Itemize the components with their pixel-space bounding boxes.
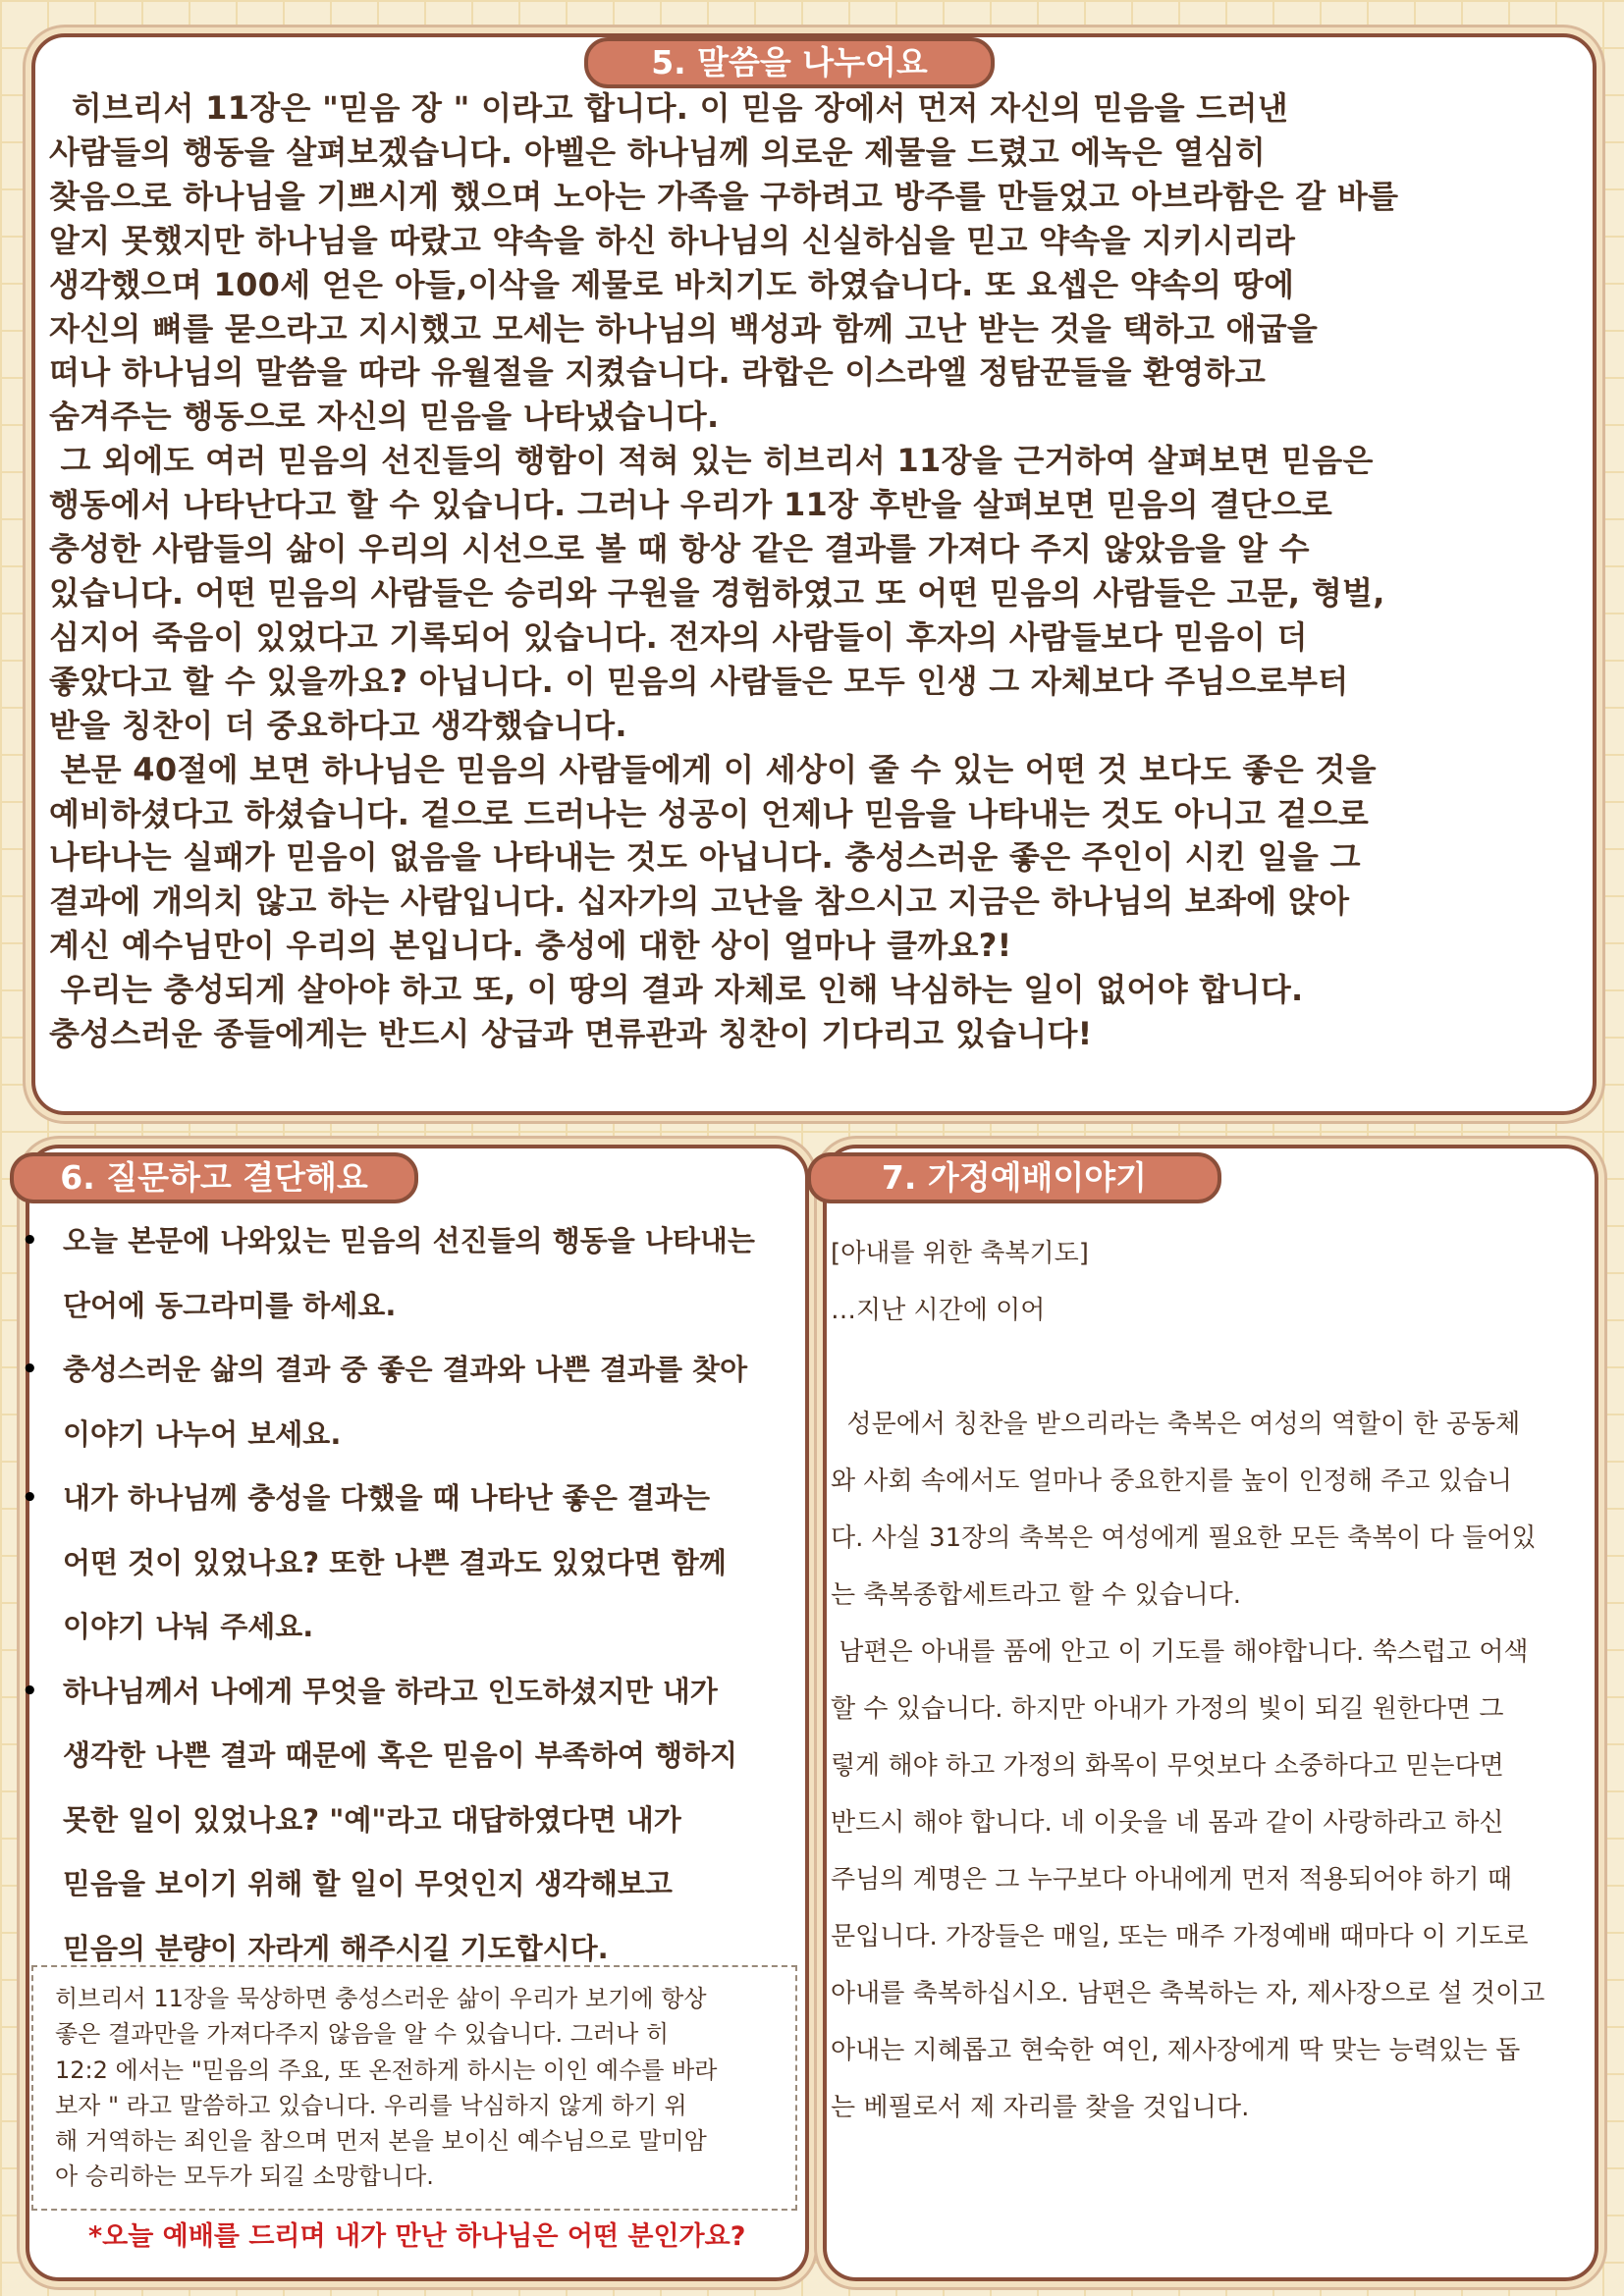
family-line: 는 베필로서 제 자리를 찾을 것입니다. — [831, 2093, 1250, 2122]
family-line: 아내는 지혜롭고 현숙한 여인, 제사장에게 딱 맞는 능력있는 돕 — [831, 2036, 1521, 2065]
meditation-line: 좋은 결과만을 가져다주지 않음을 알 수 있습니다. 그러나 히 — [55, 2020, 670, 2049]
meditation-line: 보자 " 라고 말씀하고 있습니다. 우리를 낙심하지 않게 하기 위 — [55, 2091, 687, 2119]
question-line: 단어에 동그라미를 하세요. — [63, 1288, 397, 1322]
sermon-line: 심지어 죽음이 있었다고 기록되어 있습니다. 전자의 사람들이 후자의 사람들보다 믿음이 더 — [49, 617, 1308, 656]
question-line: 생각한 나쁜 결과 때문에 혹은 믿음이 부족하여 행하지 — [63, 1738, 737, 1772]
family-line: 렇게 해야 하고 가정의 화목이 무엇보다 소중하다고 믿는다면 — [831, 1751, 1504, 1781]
family-line: 성문에서 칭찬을 받으리라는 축복은 여성의 역할이 한 공동체 — [831, 1410, 1521, 1439]
sermon-line: 알지 못했지만 하나님을 따랐고 약속을 하신 하나님의 신실하심을 믿고 약속을 지키시리라 — [49, 221, 1296, 259]
question-line: 못한 일이 있었나요? "예"라고 대답하였다면 내가 — [63, 1802, 681, 1837]
family-line: 문입니다. 가장들은 매일, 또는 매주 가정예배 때마다 이 기도로 — [831, 1922, 1529, 1951]
sermon-line: 충성스러운 종들에게는 반드시 상급과 면류관과 칭찬이 기다리고 있습니다! — [49, 1015, 1093, 1053]
family-line: 반드시 해야 합니다. 네 이웃을 네 몸과 같이 사랑하라고 하신 — [831, 1808, 1504, 1838]
question-line: • 내가 하나님께 충성을 다했을 때 나타난 좋은 결과는 — [63, 1481, 710, 1515]
meditation-line: 아 승리하는 모두가 되길 소망합니다. — [55, 2163, 434, 2191]
sermon-line: 행동에서 나타난다고 할 수 있습니다. 그러나 우리가 11장 후반을 살펴보면 믿음의 결단으로 — [49, 486, 1333, 524]
family-line — [831, 1339, 1597, 1396]
question-line: 믿음을 보이기 위해 할 일이 무엇인지 생각해보고 — [63, 1867, 673, 1900]
question-line: 이야기 나눠 주세요. — [63, 1610, 314, 1643]
family-line: 다. 사실 31장의 축복은 여성에게 필요한 모든 축복이 다 들어있 — [831, 1523, 1537, 1553]
sermon-line: 예비하셨다고 하셨습니다. 겉으로 드러나는 성공이 언제나 믿음을 나타내는 것도 아니고 겉으로 — [49, 794, 1370, 832]
meditation-line: 해 거역하는 죄인을 참으며 먼저 본을 보이신 예수님으로 말미암 — [55, 2127, 707, 2156]
question-line: • 충성스러운 삶의 결과 중 좋은 결과와 나쁜 결과를 찾아 — [63, 1353, 748, 1386]
family-worship-text — [831, 1225, 1597, 2136]
sermon-line: 받을 칭찬이 더 중요하다고 생각했습니다. — [49, 706, 627, 744]
family-line: 는 축복종합세트라고 할 수 있습니다. — [831, 1580, 1242, 1610]
meditation-line: 12:2 에서는 "믿음의 주요, 또 온전하게 하시는 이인 예수를 바라 — [55, 2056, 718, 2084]
family-line: 와 사회 속에서도 얼마나 중요한지를 높이 인정해 주고 있습니 — [831, 1467, 1513, 1496]
question-item — [22, 1209, 797, 1338]
family-line: 남편은 아내를 품에 안고 이 기도를 해야합니다. 쑥스럽고 어색 — [831, 1637, 1529, 1667]
family-line: [아내를 위한 축복기도] — [831, 1239, 1089, 1268]
family-line: 할 수 있습니다. 하지만 아내가 가정의 빛이 되길 원한다면 그 — [831, 1694, 1504, 1724]
sermon-line: 숨겨주는 행동으로 자신의 믿음을 나타냈습니다. — [49, 398, 720, 436]
question-line: 이야기 나누어 보세요. — [63, 1416, 342, 1451]
section-5-title: 5. 말씀을 나누어요 — [584, 37, 995, 88]
question-line: 믿음의 분량이 자라게 해주시길 기도합시다. — [63, 1931, 609, 1965]
sermon-line: 그 외에도 여러 믿음의 선진들의 행함이 적혀 있는 히브리서 11장을 근거하여 살펴보면 믿음은 — [49, 442, 1374, 480]
family-line: 주님의 계명은 그 누구보다 아내에게 먼저 적용되어야 하기 때 — [831, 1865, 1513, 1895]
sermon-line: 히브리서 11장은 "믿음 장 " 이라고 합니다. 이 믿음 장에서 먼저 자신의 믿음을 드러낸 — [49, 89, 1288, 127]
sermon-line: 나타나는 실패가 믿음이 없음을 나타내는 것도 아닙니다. 충성스러운 좋은 주인이 시킨 일을 그 — [49, 838, 1361, 877]
section-6-title: 6. 질문하고 결단해요 — [10, 1152, 418, 1203]
sermon-line: 결과에 개의치 않고 하는 사람입니다. 십자가의 고난을 참으시고 지금은 하나님의 보좌에 앉아 — [49, 882, 1350, 921]
question-item — [22, 1660, 797, 1982]
sermon-line: 충성한 사람들의 삶이 우리의 시선으로 볼 때 항상 같은 결과를 가져다 주지 않았음을 알 수 — [49, 530, 1310, 568]
question-item — [22, 1338, 797, 1467]
question-item — [22, 1467, 797, 1660]
question-line: • 하나님께서 나에게 무엇을 하라고 인도하셨지만 내가 — [63, 1674, 718, 1708]
sermon-text — [49, 86, 1593, 1056]
family-line: 아내를 축복하십시오. 남편은 축복하는 자, 제사장으로 설 것이고 — [831, 1979, 1545, 2008]
sermon-line: 자신의 뼈를 묻으라고 지시했고 모세는 하나님의 백성과 함께 고난 받는 것을 택하고 애굽을 — [49, 309, 1319, 347]
sermon-line: 본문 40절에 보면 하나님은 믿음의 사람들에게 이 세상이 줄 수 있는 어떤 것 보다도 좋은 것을 — [49, 750, 1377, 788]
question-line: 어떤 것이 있었나요? 또한 나쁜 결과도 있었다면 함께 — [63, 1545, 727, 1579]
sermon-line: 있습니다. 어떤 믿음의 사람들은 승리와 구원을 경험하였고 또 어떤 믿음의 사람들은 고문, 형벌, — [49, 573, 1385, 612]
question-line: • 오늘 본문에 나와있는 믿음의 선진들의 행동을 나타내는 — [63, 1224, 755, 1257]
sermon-line: 찾음으로 하나님을 기쁘시게 했으며 노아는 가족을 구하려고 방주를 만들었고 아브라함은 갈 바를 — [49, 177, 1399, 215]
sermon-line: 생각했으며 100세 얻은 아들,이삭을 제물로 바치기도 하였습니다. 또 요셉은 약속의 땅에 — [49, 265, 1295, 303]
section-7-title: 7. 가정예배이야기 — [807, 1152, 1221, 1203]
sermon-line: 사람들의 행동을 살펴보겠습니다. 아벨은 하나님께 의로운 제물을 드렸고 에녹은 열심히 — [49, 133, 1267, 171]
question-list — [22, 1209, 797, 1981]
sermon-line: 우리는 충성되게 살아야 하고 또, 이 땅의 결과 자체로 인해 낙심하는 일이 없어야 합니다. — [49, 971, 1304, 1009]
sermon-line: 떠나 하나님의 말씀을 따라 유월절을 지켰습니다. 라합은 이스라엘 정탐꾼들을 환영하고 — [49, 353, 1267, 392]
sermon-line: 계신 예수님만이 우리의 본입니다. 충성에 대한 상이 얼마나 클까요?! — [49, 927, 1012, 965]
family-line: …지난 시간에 이어 — [831, 1296, 1046, 1325]
sermon-line: 좋았다고 할 수 있을까요? 아닙니다. 이 믿음의 사람들은 모두 인생 그 자체보다 주님으로부터 — [49, 662, 1349, 700]
meditation-box — [31, 1965, 797, 2211]
meditation-line: 히브리서 11장을 묵상하면 충성스러운 삶이 우리가 보기에 항상 — [55, 1985, 707, 2012]
closing-question: *오늘 예배를 드리며 내가 만난 하나님은 어떤 분인가요? — [88, 2221, 746, 2252]
